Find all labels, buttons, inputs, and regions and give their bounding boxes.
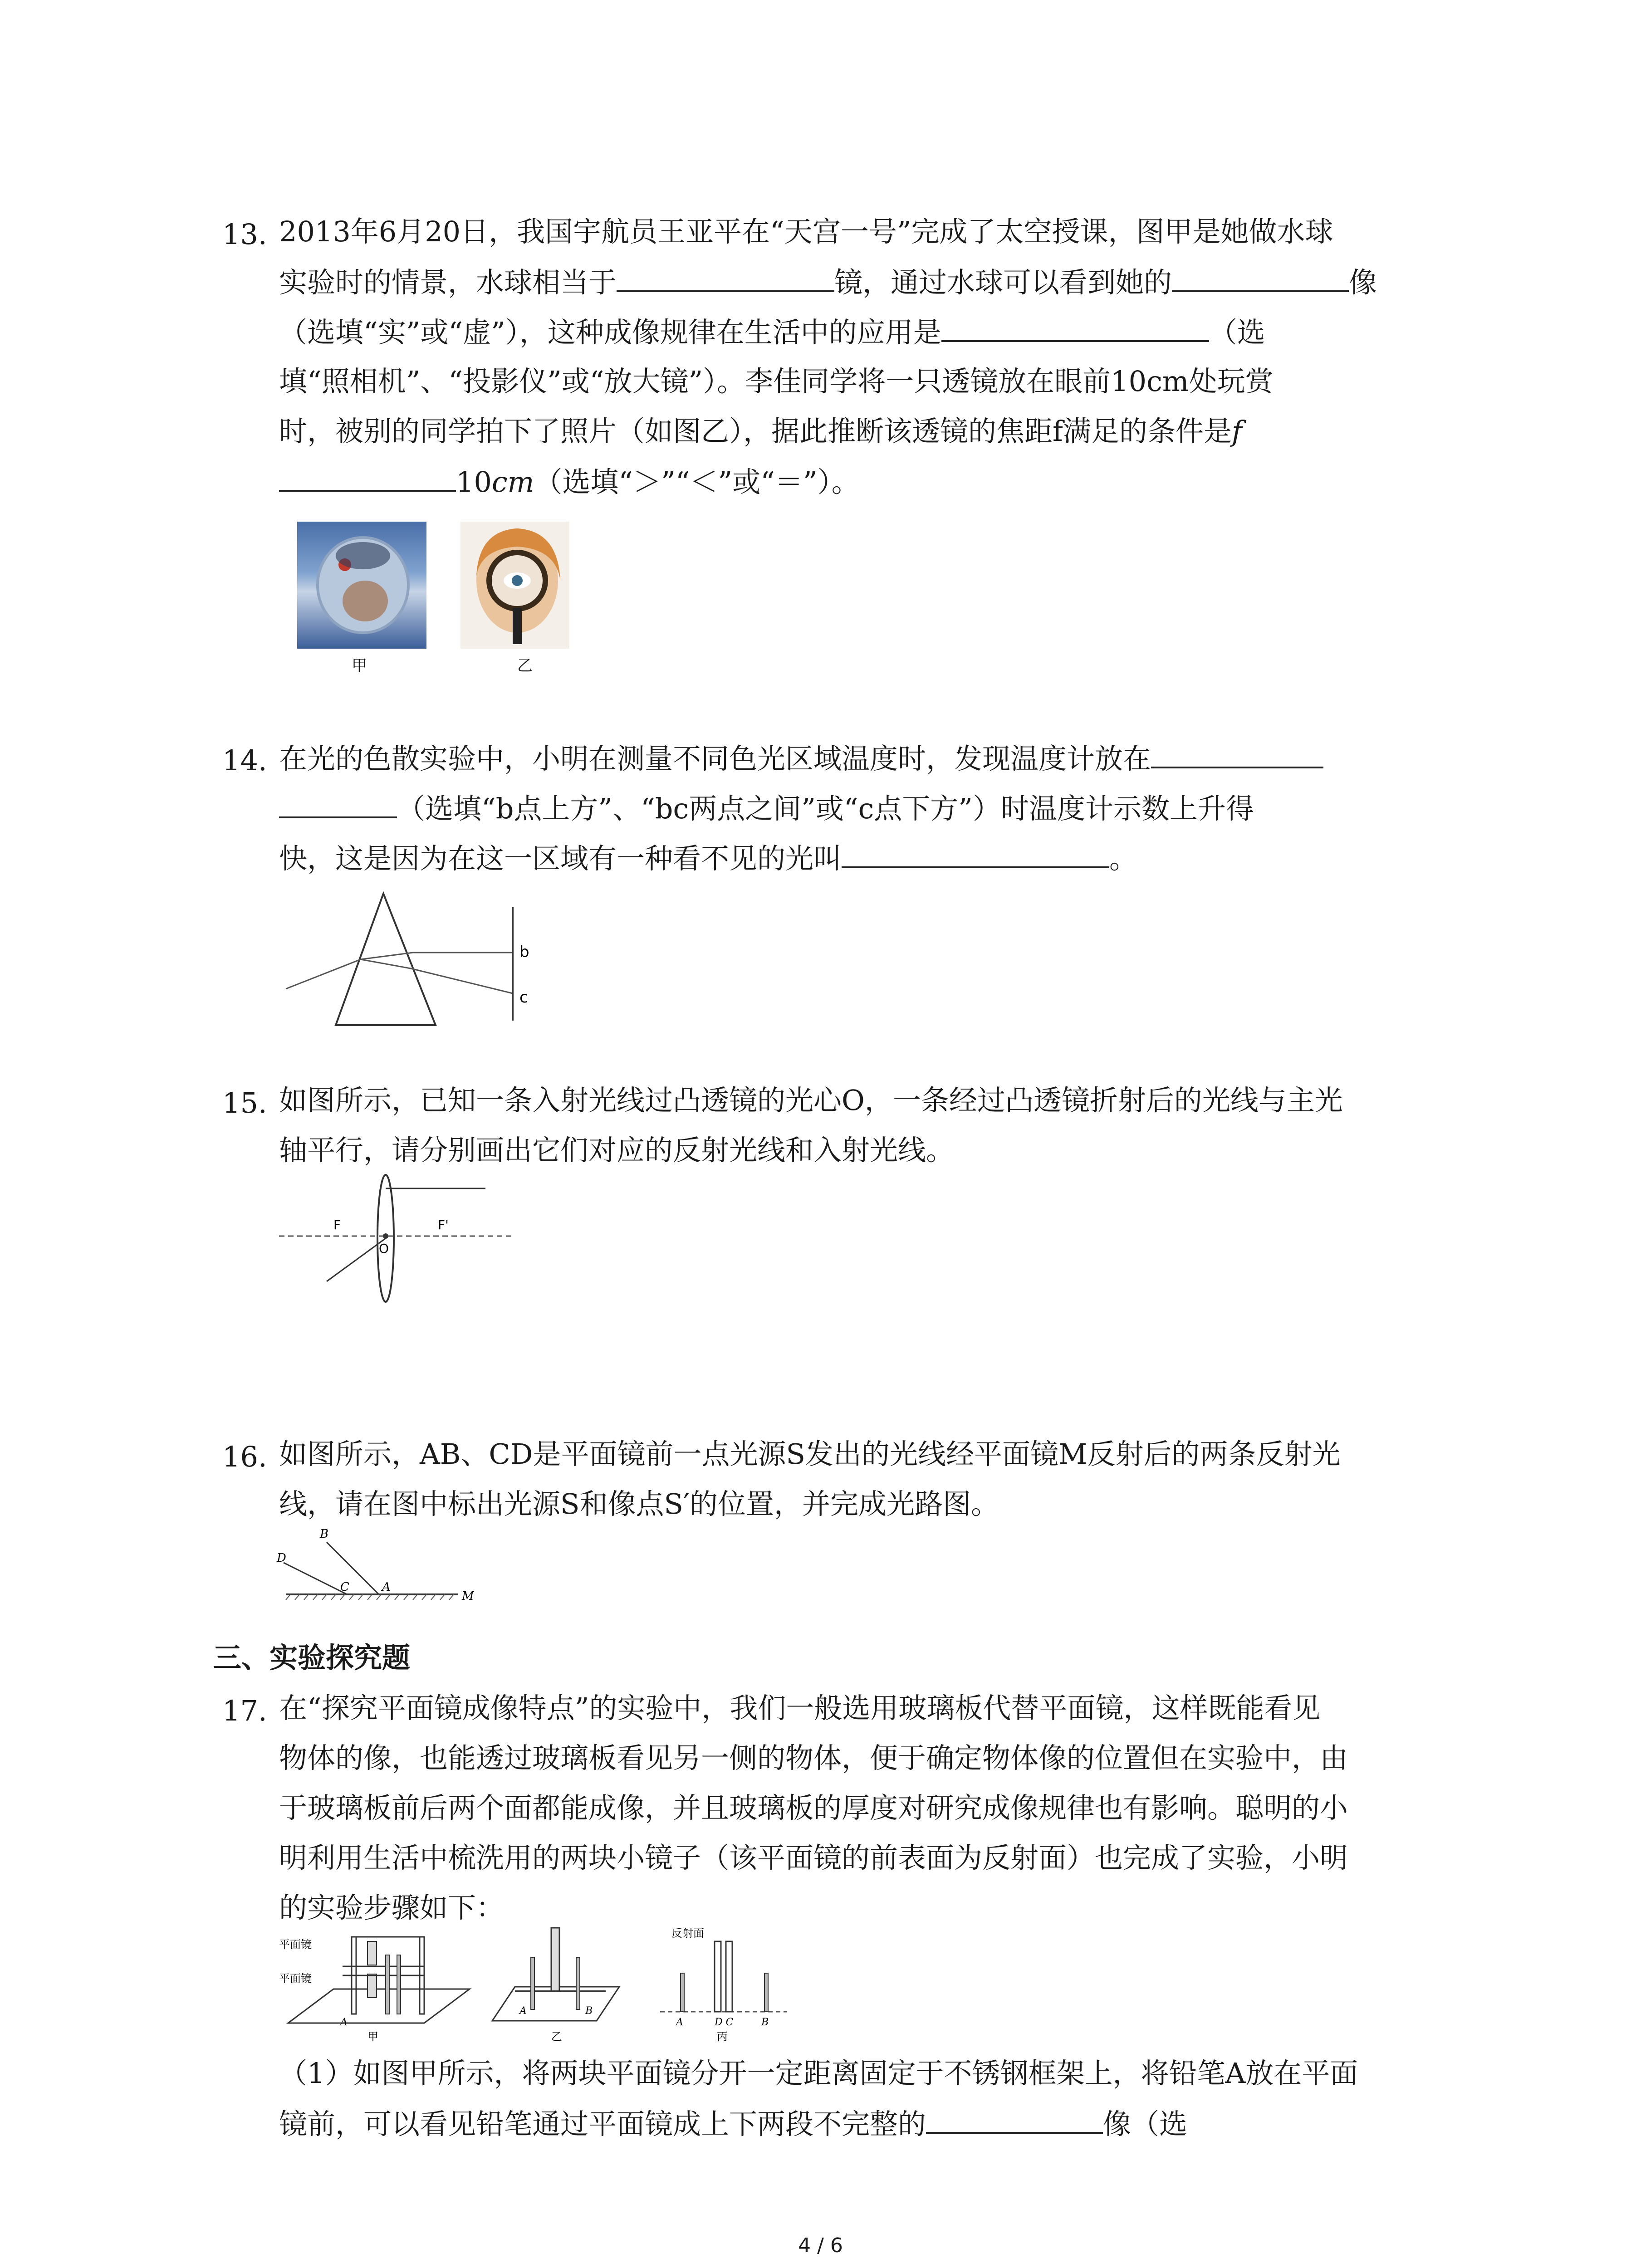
fig-label-mirror: 平面镜 xyxy=(279,1938,312,1951)
magnifier-icon xyxy=(460,522,569,649)
label-c: c xyxy=(519,988,528,1007)
label-b: b xyxy=(519,943,529,961)
experiment-fig-bing xyxy=(658,1923,789,2046)
q14-line1 xyxy=(279,744,1323,773)
fig-label-a: A xyxy=(340,2017,348,2028)
q13-text: 实验时的情景，水球相当于 xyxy=(279,266,617,299)
q13-text: 10 xyxy=(456,465,492,499)
q13-text: （选填“实”或“虚”），这种成像规律在生活中的应用是 xyxy=(279,316,941,349)
fig-label-a: A xyxy=(519,2005,527,2017)
q17-step1-line2 xyxy=(279,2107,1188,2141)
q16-line1: 如图所示，AB、CD是平面镜前一点光源S发出的光线经平面镜M反射后的两条反射光 xyxy=(279,1437,1341,1471)
q13-text: （选填“＞”“＜”或“＝”）。 xyxy=(534,465,860,499)
label-b: B xyxy=(320,1527,329,1541)
q17-line4: 明利用生活中梳洗用的两块小镜子（该平面镜的前表面为反射面）也完成了实验，小明 xyxy=(279,1841,1348,1874)
q14-number: 14. xyxy=(222,744,267,777)
fig-label-mirror: 平面镜 xyxy=(279,1972,312,1985)
q17-number: 17. xyxy=(222,1694,267,1727)
q17-line2: 物体的像，也能透过玻璃板看见另一侧的物体，便于确定物体像的位置但在实验中，由 xyxy=(279,1741,1348,1774)
q14-text: （选填“b点上方”、“bc两点之间”或“c点下方”）时温度计示数上升得 xyxy=(397,792,1254,825)
q13-text: （选 xyxy=(1209,316,1265,349)
answer-blank[interactable] xyxy=(279,794,397,818)
q17-text: 像（选 xyxy=(1103,2107,1188,2141)
answer-blank[interactable] xyxy=(617,268,834,292)
fig-caption-jia: 甲 xyxy=(367,2030,378,2043)
answer-blank[interactable] xyxy=(279,467,456,492)
q13-text: f xyxy=(1231,415,1242,448)
q17-line5: 的实验步骤如下： xyxy=(279,1891,505,1924)
prism-diagram xyxy=(281,889,535,1030)
photo-caption-yi: 乙 xyxy=(517,657,533,675)
label-f-prime: F' xyxy=(438,1217,449,1232)
answer-blank[interactable] xyxy=(926,2109,1103,2134)
answer-blank[interactable] xyxy=(941,318,1209,342)
label-d: D xyxy=(277,1551,286,1565)
q13-text: 镜，通过水球可以看到她的 xyxy=(834,266,1172,299)
q13-line6 xyxy=(279,465,860,499)
q13-text: 像 xyxy=(1349,266,1377,299)
q15-number: 15. xyxy=(222,1086,267,1119)
fig-label-b: B xyxy=(761,2017,769,2028)
experiment-fig-jia xyxy=(279,1923,474,2046)
q17-text: 镜前，可以看见铅笔通过平面镜成上下两段不完整的 xyxy=(279,2107,926,2141)
q13-line4: 填“照相机”、“投影仪”或“放大镜”）。李佳同学将一只透镜放在眼前10cm处玩赏 xyxy=(279,365,1274,398)
q15-line1: 如图所示，已知一条入射光线过凸透镜的光心O，一条经过凸透镜折射后的光线与主光 xyxy=(279,1084,1343,1117)
q14-text: 快，这是因为在这一区域有一种看不见的光叫 xyxy=(279,842,842,875)
photo-water-ball xyxy=(297,522,426,649)
q13-text: 时，被别的同学拍下了照片（如图乙），据此推断该透镜的焦距f满足的条件是 xyxy=(279,415,1232,448)
label-c: C xyxy=(340,1580,349,1594)
q14-line3 xyxy=(279,844,1137,873)
q14-line2 xyxy=(279,794,1254,823)
label-f: F xyxy=(333,1217,341,1232)
fig-caption-yi: 乙 xyxy=(551,2030,562,2043)
section-title: 三、实验探究题 xyxy=(213,1641,411,1674)
experiment-fig-yi xyxy=(488,1923,628,2046)
q13-line1: 2013年6月20日，我国宇航员王亚平在“天宫一号”完成了太空授课，图甲是她做水球 xyxy=(279,215,1333,248)
q17-line3: 于玻璃板前后两个面都能成像，并且玻璃板的厚度对研究成像规律也有影响。聪明的小 xyxy=(279,1791,1348,1824)
photo-magnifier xyxy=(460,522,569,649)
fig-label-a: A xyxy=(676,2017,683,2028)
q17-step1-line1: （1）如图甲所示，将两块平面镜分开一定距离固定于不锈钢框架上，将铅笔A放在平面 xyxy=(279,2057,1358,2090)
fig-label-reflect: 反射面 xyxy=(671,1927,704,1940)
q16-number: 16. xyxy=(222,1440,267,1473)
label-m: M xyxy=(462,1589,474,1603)
answer-blank[interactable] xyxy=(1172,268,1349,292)
answer-blank[interactable] xyxy=(842,844,1109,868)
fig-caption-bing: 丙 xyxy=(717,2030,728,2043)
q16-line2: 线，请在图中标出光源S和像点S′的位置，并完成光路图。 xyxy=(279,1487,999,1520)
fig-label-dc: D C xyxy=(715,2017,734,2028)
page-number: 4 / 6 xyxy=(798,2234,843,2257)
q17-line1: 在“探究平面镜成像特点”的实验中，我们一般选用玻璃板代替平面镜，这样既能看见 xyxy=(279,1691,1321,1725)
q13-number: 13. xyxy=(222,218,267,251)
fig-label-b: B xyxy=(585,2005,593,2017)
answer-blank[interactable] xyxy=(1151,744,1323,768)
q13-line2 xyxy=(279,268,1377,297)
label-a: A xyxy=(382,1580,391,1594)
water-ball-icon xyxy=(297,522,426,649)
lens-diagram xyxy=(277,1170,517,1311)
photo-caption-jia: 甲 xyxy=(352,657,367,675)
label-o: O xyxy=(379,1241,389,1256)
q15-line2: 轴平行，请分别画出它们对应的反射光线和入射光线。 xyxy=(279,1134,955,1167)
mirror-diagram xyxy=(272,1526,485,1617)
q13-line3 xyxy=(279,318,1265,347)
q13-line5 xyxy=(279,415,1242,448)
q14-text: 在光的色散实验中，小明在测量不同色光区域温度时，发现温度计放在 xyxy=(279,742,1151,775)
q14-text: 。 xyxy=(1109,842,1138,875)
q13-text: cm xyxy=(491,465,534,499)
